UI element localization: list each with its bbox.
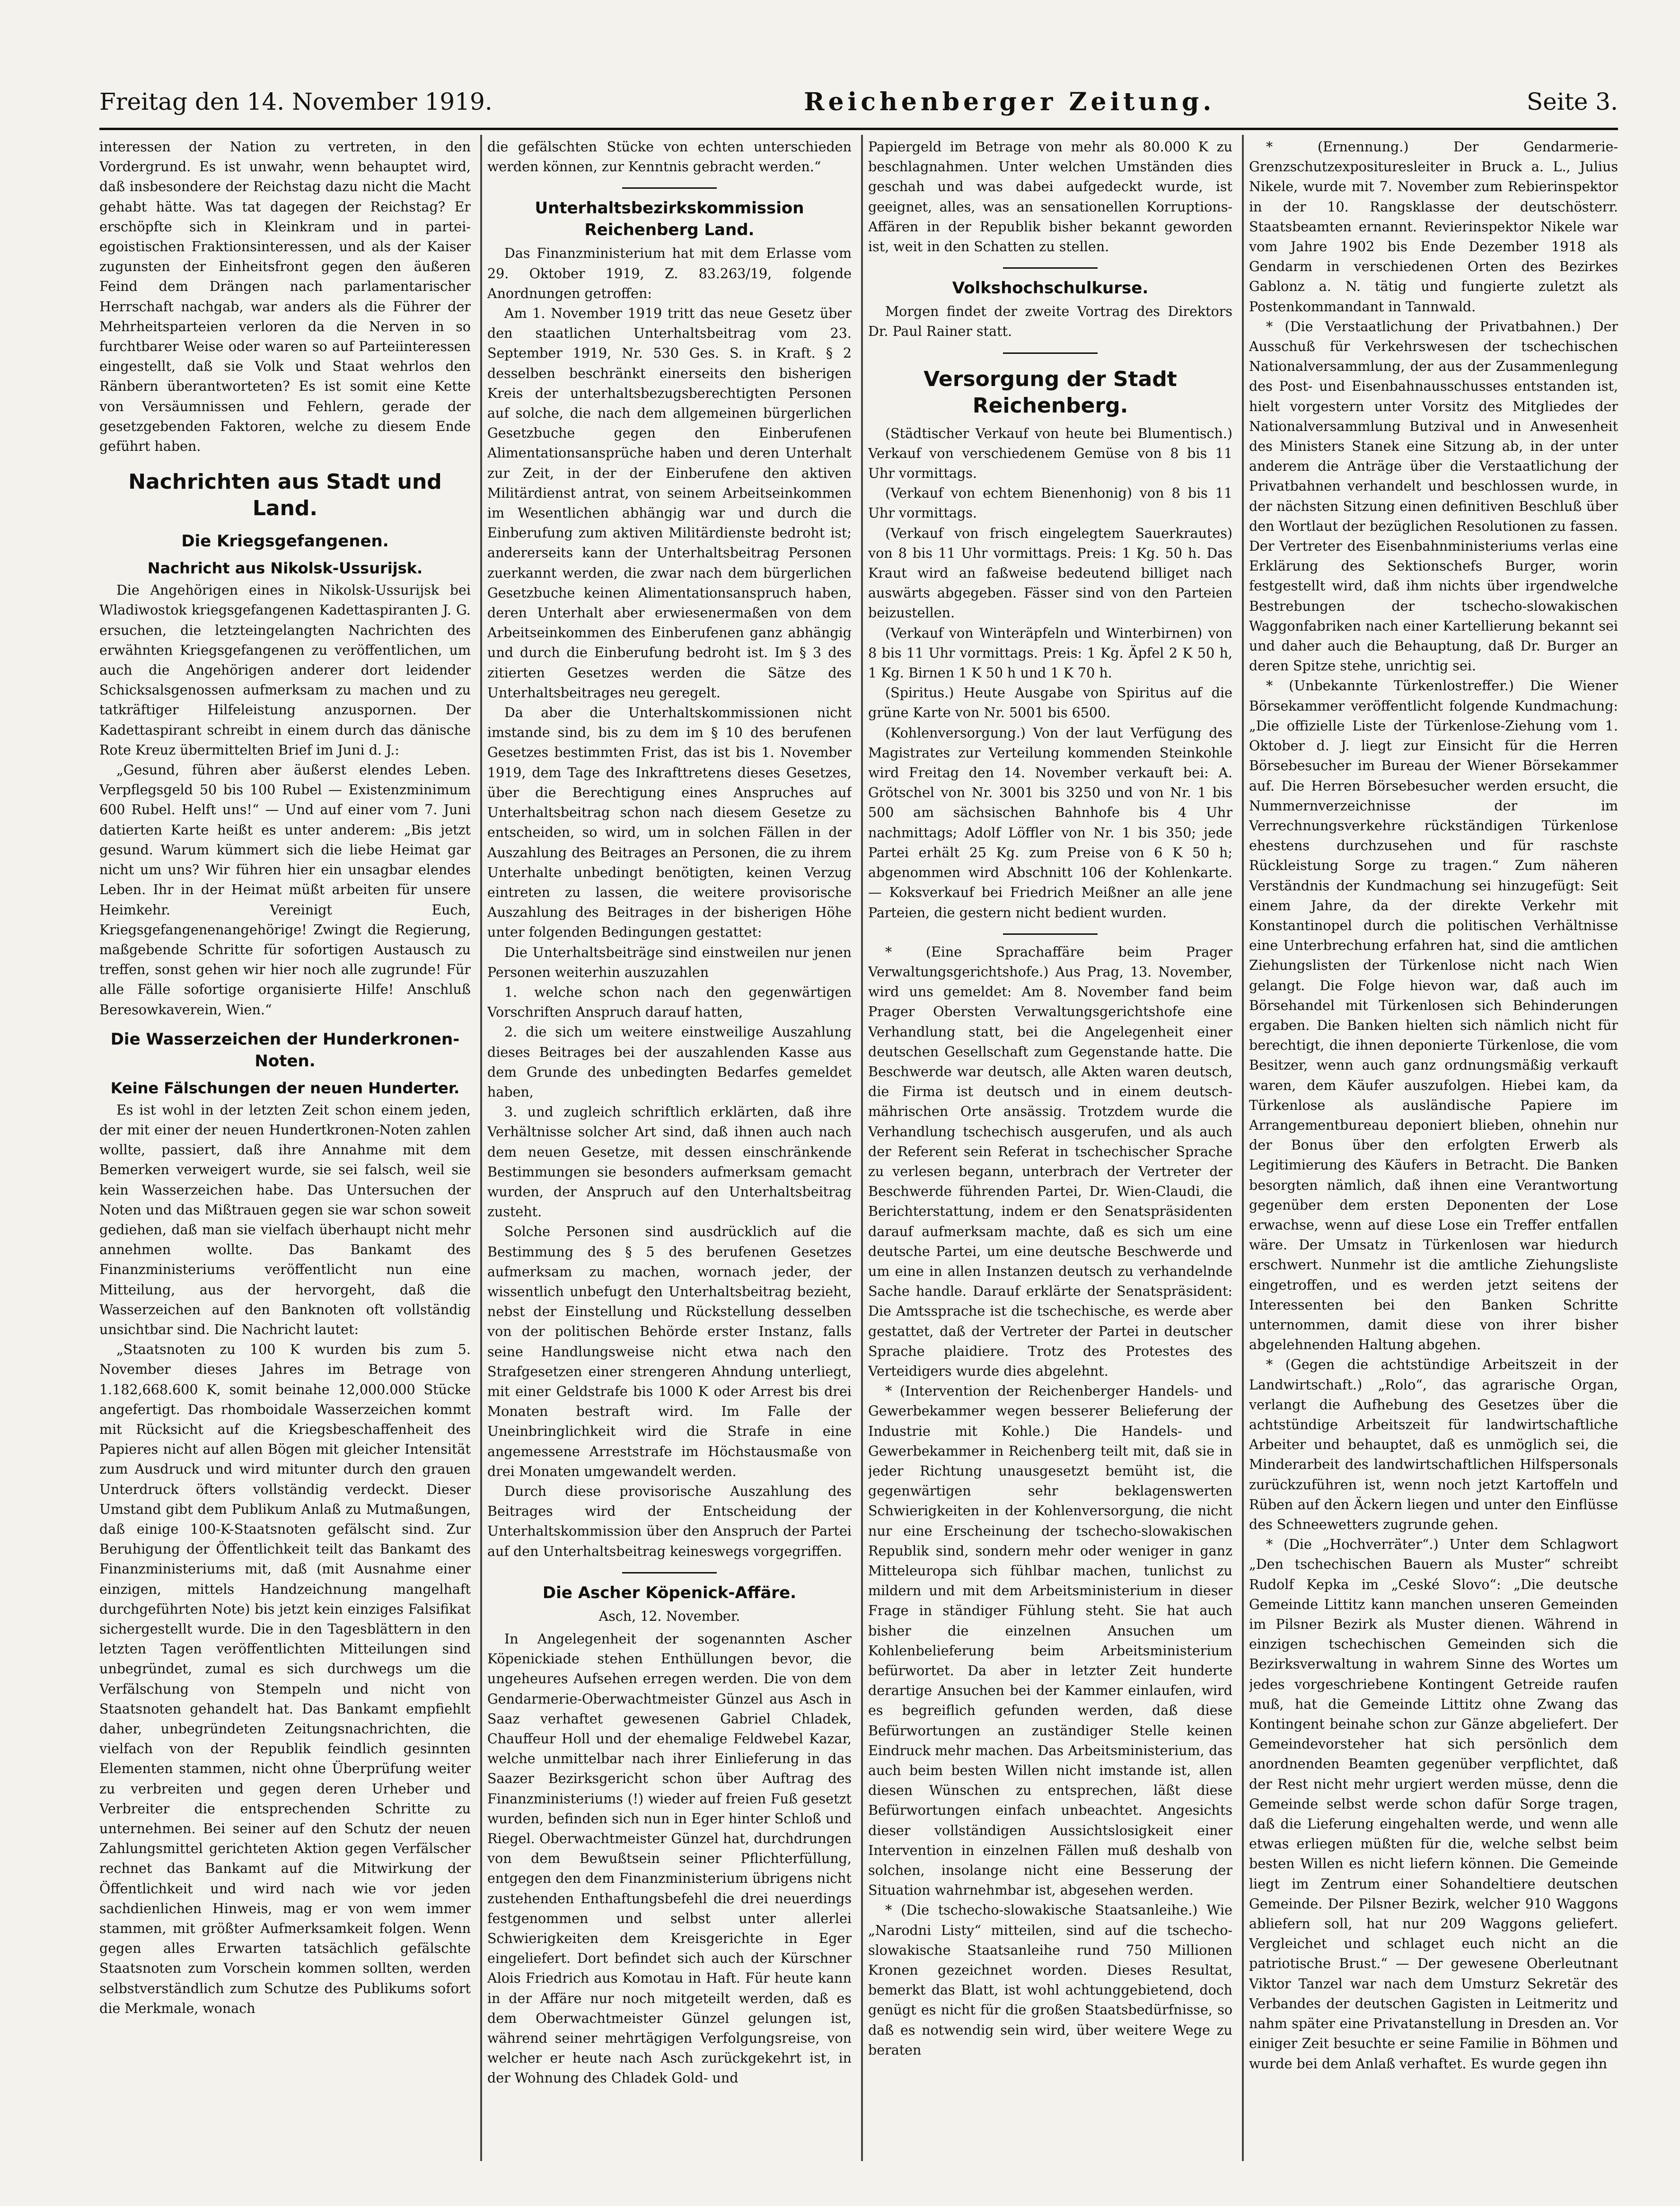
separator-rule: [622, 187, 717, 189]
article-text: * (Gegen die achtstündige Arbeitszeit in der Landwirtschaft.) „Rolo“, das agrarische Organ, verlangt die Aufhebung des Gesetzes über die achtstündige Arbeitszeit für landwirtschaftliche Arbeiter und behauptet, daß es unmöglich sei, die Minderarbeit des landwirtschaftlichen Hilfspersonals zurückzuführen ist, wenn noch jetzt Kartoffeln und Rüben auf den Äckern liegen und unter den Einflüsse des Schneewetters zugrunde gehen.: [1249, 1357, 1618, 1533]
article-text: (Verkauf von echtem Bienenhonig) von 8 bis 11 Uhr vormittags.: [868, 485, 1232, 521]
article-text: (Spiritus.) Heute Ausgabe von Spiritus auf die grüne Karte von Nr. 5001 bis 6500.: [868, 685, 1232, 721]
article-headline: Unterhaltsbezirkskommission Reichenberg Land.: [535, 199, 804, 240]
article-text: Da aber die Unterhaltskommissionen nicht imstande sind, bis zu dem im § 10 des berufenen Gesetzes bestimmten Frist, das ist bis 1. November 1919, dem Tage des Inkrafttretens dieses Gesetzes, über die Berechtigung eines Anspruches auf Unterhaltsbeitrag schon nach diesem Gesetze zu entscheiden, so wird, um in solchen Fällen in der Auszahlung des Beitrages an Personen, die zu ihrem Unterhalte unbedingt benötigten, keinen Verzug eintreten zu lassen, die weitere provisorische Auszahlung des Beitrages in der bisherigen Höhe unter folgenden Bedingungen gestattet:: [487, 705, 852, 940]
masthead: Reichenberger Zeitung.: [804, 87, 1215, 116]
column-divider: [480, 135, 482, 2161]
article-text: Durch diese provisorische Auszahlung des Beitrages wird der Entscheidung der Unterhaltskommission über den Anspruch der Partei auf den Unterhaltsbeitrag keineswegs vorgegriffen.: [487, 1484, 852, 1559]
article-text: * (Die „Hochverräter“.) Unter dem Schlagwort „Den tschechischen Bauern als Muster“ schreibt Rudolf Kepka im „Ceské Slovo“: „Die deutsche Gemeinde Littitz kann manchen unseren Gemeinden im Pilsner Bezirk als Muster dienen. Während in einzigen tschechischen Gemeinden sich die Bezirksverwaltung in wahrem Sinne des Wortes um jedes vorgeschriebene Kontingent Getreide raufen muß, hat die Gemeinde Littitz ohne Zwang das Kontingent beinahe schon zur Gänze abgeliefert. Der Gemeindevorsteher hat sich persönlich dem anordnenden Beamten gegenüber verpflichtet, daß der Rest nicht mehr urgiert werden müsse, denn die Gemeinde selbst werde schon dafür Sorge tragen, daß die Lieferung eingehalten werde, und wenn alle etwas erliegen müßten für die, welche selbst beim besten Willen es nicht liefern können. Die Gemeinde liegt im Zentrum einer Sohandeltiere deutschen Gemeinde. Der Pilsner Bezirk, welcher 910 Waggons abliefern soll, hat nur 209 Waggons geliefert. Vergleichet und schlaget euch nicht an die patriotische Brust.“ — Der gewesene Oberleutnant Viktor Tanzel war nach dem Umsturz Sekretär des Verbandes der deutschen Gagisten in Leitmeritz und nahm später eine Privatanstellung in Dresden an. Vor einiger Zeit besuchte er seine Familie in Böhmen und wurde bei dem Anlaß verhaftet. Es wurde gegen ihn: [1249, 1537, 1618, 2072]
article-text: Morgen findet der zweite Vortrag des Direktors Dr. Paul Rainer statt.: [868, 304, 1232, 340]
article-text: Es ist wohl in der letzten Zeit schon einem jeden, der mit einer der neuen Hundertkronen-Noten zahlen wollte, passiert, daß ihre Annahme mit dem Bemerken verweigert wurde, sie sei falsch, weil sie kein Wasserzeichen habe. Das Untersuchen der Noten und das Mißtrauen gegen sie war schon soweit gediehen, daß man sie vielfach überhaupt nicht mehr annehmen wollte. Das Bankamt des Finanzministeriums veröffentlicht nun eine Mitteilung, aus der hervorgeht, daß die Wasserzeichen auf den Banknoten oft vollständig unsichtbar sind. Die Nachricht lautet:: [99, 1102, 471, 1337]
article-subheadline: Keine Fälschungen der neuen Hunderter.: [110, 1079, 460, 1097]
article-text: Das Finanzministerium hat mit dem Erlasse vom 29. Oktober 1919, Z. 83.263/19, folgende Anordnungen getroffen:: [487, 246, 852, 301]
article-text: interessen der Nation zu vertreten, in den Vordergrund. Es ist unwahr, wenn behauptet wird, daß insbesondere der Reichstag dazu nicht die Macht gehabt hätte. Was tat dagegen der Reichstag? Er erschöpfte sich in Kleinkram und in partei-egoistischen Fraktionsinteressen, und als der Kaiser zugunsten der Einheitsfront gegen den äußeren Feind dem Drängen nach parlamentarischer Herrschaft nachgab, war anders als die Führer der Mehrheitsparteien verloren da die Nerven in so furchtbarer Weise oder waren so auf Parteiinteressen eingestellt, daß sie Volk und Staat wehrlos den Ränbern überantworteten? Es ist somit eine Kette von Versäumnissen und Fehlern, gerade der gesetzgebenden Faktoren, welche zu diesem Ende geführt haben.: [99, 139, 471, 455]
article-text: (Kohlenversorgung.) Von der laut Verfügung des Magistrates zur Verteilung kommenden Steinkohle wird Freitag den 14. November verkauft bei: A. Grötschel von Nr. 3001 bis 3250 und von Nr. 1 bis 500 am sächsischen Bahnhofe bis 4 Uhr nachmittags; Adolf Löffler von Nr. 1 bis 350; jede Partei erhält 25 Kg. zum Preise von 6 K 50 h; abgenommen wird Abschnitt 106 der Kohlenkarte. — Koksverkauf bei Friedrich Meißner an alle jene Parteien, die gestern nicht bedient wurden.: [868, 725, 1232, 921]
article-text: „Staatsnoten zu 100 K wurden bis zum 5. November dieses Jahres im Betrage von 1.182,668.600 K, somit beinahe 12,000.000 Stücke angefertigt. Das rhomboidale Wasserzeichen kommt mit Rücksicht auf die Kriegsbeschaffenheit des Papieres nicht auf allen Bögen mit gleicher Intensität zum Ausdruck und wird mitunter durch den grauen Unterdruck öfters vollständig verdeckt. Dieser Umstand gibt dem Publikum Anlaß zu Mutmaßungen, daß einige 100-K-Staatsnoten gefälscht sind. Zur Beruhigung der Öffentlichkeit teilt das Bankamt des Finanzministeriums mit, daß (mit Ausnahme einer einzigen, mittels Handzeichnung mangelhaft durchgeführten Note) bis jetzt kein einziges Falsifikat sichergestellt wurde. Die in den Tagesblättern in den letzten Tagen veröffentlichten Mitteilungen sind unbegründet, zumal es sich durchwegs um die Verfälschung von Stempeln und nicht von Staatsnoten gehandelt hat. Das Bankamt empfiehlt daher, unbegründeten Zeitungsnachrichten, die vielfach von der Republik feindlich gesinnten Elementen stammen, nicht ohne Überprüfung weiter zu verbreiten und gegen deren Urheber und Verbreiter die entsprechenden Schritte zu unternehmen. Bei seiner auf den Schutz der neuen Zahlungsmittel gerichteten Aktion gegen Verfälscher rechnet das Bankamt auf die Mitwirkung der Öffentlichkeit und wird nach wie vor jeden sachdienlichen Hinweis, mag er von wem immer stammen, mit größter Aufmerksamkeit folgen. Wenn gegen alles Erwarten tatsächlich gefälschte Staatsnoten zum Vorschein kommen sollten, werden selbstverständlich zum Schutze des Publikums sofort die Merkmale, wonach: [99, 1342, 471, 2016]
article-text: Am 1. November 1919 tritt das neue Gesetz über den staatlichen Unterhaltsbeitrag vom 23. September 1919, Nr. 530 Ges. S. in Kraft. § 2 desselben beschränkt einerseits den bisherigen Kreis der unterhaltsbezugsberechtigten Personen auf solche, die nach dem allgemeinen bürgerlichen Gesetzbuche gegen den Einberufenen Alimentationsansprüche haben und deren Unterhalt zur Zeit, in der der Einberufene den aktiven Militärdienst antrat, von seinem Arbeitseinkommen im Wesentlichen abhängig war und durch die Einberufung zum aktiven Militärdienste bedroht ist; andererseits kann der Unterhaltsbeitrag Personen zuerkannt werden, die zwar nach dem bürgerlichen Gesetzbuche keinen Alimentationsanspruch haben, deren Unterhalt aber erwiesenermaßen von dem Arbeitseinkommen des Einberufenen ganz abhängig und durch die Einberufung bedroht ist. Im § 3 des zitierten Gesetzes werden die Sätze des Unterhaltsbeitrages neu geregelt.: [487, 306, 852, 701]
article-text: 2. die sich um weitere einstweilige Auszahlung dieses Beitrages bei der auszahlenden Kasse aus dem Grunde des unbedingten Bedarfes gemeldet haben,: [487, 1024, 852, 1100]
article-headline: Die Ascher Köpenick-Affäre.: [542, 1583, 797, 1602]
section-heading: Nachrichten aus Stadt und Land.: [128, 470, 442, 521]
article-text: Papiergeld im Betrage von mehr als 80.000 K zu beschlagnahmen. Unter welchen Umständen dies geschah und was dabei aufgedeckt wurde, ist geeignet, alles, was an sensationellen Korruptions-Affären in der Republik bisher bekannt geworden ist, weit in den Schatten zu stellen.: [868, 139, 1232, 255]
article-text: Die Unterhaltsbeiträge sind einstweilen nur jenen Personen weiterhin auszuzahlen: [487, 944, 852, 980]
column-2: [487, 137, 852, 2153]
article-text: * (Ernennung.) Der Gendarmerie-Grenzschutzexposituresleiter in Bruck a. L., Julius Nikele, wurde mit 7. November zum Rebierinspektor in der 10. Rangsklasse der deutschösterr. Staatsbeamten ernannt. Revierinspektor Nikele war vom Jahre 1902 bis Ende Dezember 1918 als Gendarm in verschiedenen Orten des Bezirkes Gablonz a. N. tätig und fungierte zuletzt als Postenkommandant in Tannwald.: [1249, 139, 1618, 315]
page-number: Seite 3.: [1526, 88, 1618, 115]
article-text: Solche Personen sind ausdrücklich auf die Bestimmung des § 5 des berufenen Gesetzes aufmerksam zu machen, wornach jeder, der wissentlich unbefugt den Unterhaltsbeitrag bezieht, nebst der Einstellung und Rückstellung desselben von der politischen Behörde erster Instanz, falls seine Handlungsweise nicht etwa nach den Strafgesetzen einer strengeren Ahndung unterliegt, mit einer Geldstrafe bis 1000 K oder Arrest bis drei Monaten bestraft wird. Im Falle der Uneinbringlichkeit wird die Strafe in eine angemessene Arreststrafe im Höchstausmaße von drei Monaten umgewandelt werden.: [487, 1224, 852, 1479]
article-text: Die Angehörigen eines in Nikolsk-Ussurijsk bei Wladiwostok kriegsgefangenen Kadettaspiranten J. G. ersuchen, die letzteingelangten Nachrichten des erwähnten Kriegsgefangenen zu veröffentlichen, um auch die Angehörigen anderer dort leidender Schicksalsgenossen aufmerksam zu machen und zu tatkräftiger Hilfeleistung anzuspornen. Der Kadettaspirant schreibt in einem durch das dänische Rote Kreuz übermittelten Brief im Juni d. J.:: [99, 582, 471, 758]
article-text: * (Eine Sprachaffäre beim Prager Verwaltungsgerichtshofe.) Aus Prag, 13. November, wird uns gemeldet: Am 8. November fand beim Prager Obersten Verwaltungsgerichtshofe eine Verhandlung statt, bei die Angelegenheit einer deutschen Gesellschaft zum Gegenstande hatte. Die Beschwerde war deutsch, alle Akten waren deutsch, die Firma ist deutsch und in einem deutsch-mährischen Orte ansässig. Trotzdem wurde die Verhandlung tschechisch ausgerufen, und als auch der Referent sein Referat in tschechischer Sprache zu verlesen begann, unterbrach der Vertreter der Beschwerde führenden Partei, Dr. Wien-Claudi, die Berichterstattung, indem er den Senatspräsidenten darauf aufmerksam machte, daß es sich um eine deutsche Partei, um eine deutsche Beschwerde und um eine in allen Instanzen deutsch zu verhandelnde Sache handle. Darauf erklärte der Senatspräsident: Die Amtssprache ist die tschechische, es werde aber gestattet, daß der Vertreter der Partei in deutscher Sprache plaidiere. Trotz des Protestes des Verteidigers wurde dies abgelehnt.: [868, 944, 1232, 1379]
page-header: [99, 78, 1618, 125]
header-rule: [99, 128, 1618, 130]
article-text: (Verkauf von Winteräpfeln und Winterbirnen) von 8 bis 11 Uhr vormittags. Preis: 1 Kg. Äpfel 2 K 50 h, 1 Kg. Birnen 1 K 50 h und 1 K 70 h.: [868, 625, 1232, 681]
article-text: 3. und zugleich schriftlich erklärten, daß ihre Verhältnisse solcher Art sind, daß ihnen auch nach dem neuen Gesetze, mit dessen einschränkende Bestimmungen sie besonders aufmerksam gemacht wurden, der Anspruch auf den Unterhaltsbeitrag zusteht.: [487, 1104, 852, 1220]
header-date: Freitag den 14. November 1919.: [99, 88, 493, 115]
article-headline: Volkshochschulkurse.: [952, 279, 1149, 298]
article-text: 1. welche schon nach den gegenwärtigen Vorschriften Anspruch darauf hatten,: [487, 984, 852, 1020]
section-heading: Versorgung der Stadt Reichenberg.: [924, 367, 1177, 418]
article-text: * (Unbekannte Türkenlostreffer.) Die Wiener Börsekammer veröffentlicht folgende Kundmachung: „Die offizielle Liste der Türkenlose-Ziehung vom 1. Oktober d. J. liegt zur Einsicht für die Herren Börsebesucher im Bureau der Wiener Börsekammer auf. Die Herren Börsebesucher werden ersucht, die Nummernverzeichnisse der im Verrechnungsverkehre rückständigen Türkenlose ehestens durchzusehen und für raschste Rückleistung Sorge zu tragen.“ Zum näheren Verständnis der Kundmachung sei hinzugefügt: Seit einem Jahre, da der direkte Verkehr mit Konstantinopel durch die politischen Verhältnisse eine Unterbrechung erfahren hat, sind die amtlichen Ziehungslisten der Türkenlose nicht nach Wien gelangt. Die Folge hievon war, daß auch im Börsehandel mit Türkenlosen sich Behinderungen ergaben. Die Banken hielten sich nämlich nicht für berechtigt, die ihnen deponierte Türkenlose, die vom Besitzer, wenn auch ganz ordnungsmäßig verkauft waren, dem Käufer auszufolgen. Hiebei kam, da Türkenlose als ausländische Papiere im Arrangementbureau deponiert blieben, ohnehin nur der Bonus über den erfolgten Erwerb als Legitimierung des Käufers in Betracht. Die Banken besorgten nämlich, daß ihnen eine Verantwortung gegenüber dem ersten Deponenten der Lose erwachse, wenn auf diese Lose ein Treffer entfallen wäre. Der Umsatz in Türkenlosen war hiedurch erschwert. Nunmehr ist die amtliche Ziehungsliste eingetroffen, und es werden jetzt seitens der Interessenten bei den Banken Schritte unternommen, damit diese von ihrer bisher abgelehnenden Haltung abgehen.: [1249, 678, 1618, 1353]
dateline: Asch, 12. November.: [598, 1608, 740, 1624]
separator-rule: [1003, 933, 1098, 935]
column-1: [99, 137, 471, 2153]
article-text: die gefälschten Stücke von echten unterschieden werden können, zur Kenntnis gebracht werden.“: [487, 139, 852, 175]
column-3: [868, 137, 1232, 2153]
article-text: * (Die tschecho-slowakische Staatsanleihe.) Wie „Narodni Listy“ mitteilen, sind auf die tschecho-slowakische Staatsanleihe rund 750 Millionen Kronen gezeichnet worden. Dieses Resultat, bemerkt das Blatt, ist wohl achtunggebietend, doch genügt es nicht für die großen Staatsbedürfnisse, so daß es notwendig sein wird, über weitere Wege zu beraten: [868, 1902, 1232, 2058]
separator-rule: [622, 1572, 717, 1573]
separator-rule: [1003, 352, 1098, 354]
article-text: * (Intervention der Reichenberger Handels- und Gewerbekammer wegen besserer Belieferung der Industrie mit Kohle.) Die Handels- und Gewerbekammer in Reichenberg teilt mit, daß sie in jeder Richtung unausgesetzt bemüht ist, die gegenwärtigen sehr beklagenswerten Schwierigkeiten in der Kohlenversorgung, die nicht nur eine Erscheinung der tschecho-slowakischen Republik sind, sondern mehr oder weniger in ganz Mitteleuropa sich fühlbar machen, tunlichst zu mildern und mit dem Arbeitsministerium in dieser Frage in ständiger Fühlung steht. Sie hat auch bisher die einzelnen Ansuchen um Kohlenbelieferung beim Arbeitsministerium befürwortet. Da aber in letzter Zeit hunderte derartige Ansuchen bei der Kammer einlaufen, wird es begreiflich gefunden werden, daß diese Befürwortungen an zuständiger Stelle keinen Eindruck mehr machen. Das Arbeitsministerium, das auch beim besten Willen nicht imstande ist, allen diesen Wünschen zu entsprechen, läßt diese Befürwortungen einfach unbeachtet. Angesichts dieser vollständigen Aussichtslosigkeit einer Intervention in einzelnen Fällen muß deshalb von solchen, insolange nicht eine Besserung der Situation wahrnehmbar ist, abgesehen werden.: [868, 1383, 1232, 1898]
article-headline: Die Wasserzeichen der Hunderkronen-Noten.: [110, 1029, 460, 1071]
column-4: [1249, 137, 1618, 2153]
article-headline: Die Kriegsgefangenen.: [181, 532, 389, 551]
article-subheadline: Nachricht aus Nikolsk-Ussurijsk.: [147, 559, 423, 578]
article-text: (Verkauf von frisch eingelegtem Sauerkrautes) von 8 bis 11 Uhr vormittags. Preis: 1 Kg. 50 h. Das Kraut wird an faßweise bedeutend billiget nach auswärts abgegeben. Fässer sind von den Parteien beizustellen.: [868, 525, 1232, 621]
separator-rule: [1003, 267, 1098, 269]
article-text: „Gesund, führen aber äußerst elendes Leben. Verpflegsgeld 50 bis 100 Rubel — Existenzminimum 600 Rubel. Helft uns!“ — Und auf einer vom 7. Juni datierten Karte heißt es unter anderem: „Bis jetzt gesund. Warum kümmert sich die liebe Heimat gar nicht um uns? Wir führen hier ein unsagbar elendes Leben. Ihr in der Heimat müßt arbeiten für unsere Heimkehr. Vereinigt Euch, Kriegsgefangenenangehörige! Zwingt die Regierung, maßgebende Schritte für sofortigen Austausch zu treffen, sonst gehen wir hier noch alle zugrunde! Für alle Fälle sofortige organisierte Hilfe! Anschluß Beresowkaverein, Wien.“: [99, 762, 471, 1018]
article-text: * (Die Verstaatlichung der Privatbahnen.) Der Ausschuß für Verkehrswesen der tschechischen Nationalversammlung, der aus der Zusammenlegung des Post- und Eisenbahnausschusses entstanden ist, hielt vorgestern unter Vorsitz des Mitgliedes der Nationalversammlung Butzival und in Anwesenheit des Ministers Stanek eine Sitzung ab, in der unter anderem die Anträge über die Verstaatlichung der Privatbahnen verhandelt und beschlossen wurde, in der nächsten Sitzung einen definitiven Beschluß über den Wortlaut der bezüglichen Resolutionen zu fassen. Der Vertreter des Eisenbahnministeriums verlas eine Erklärung des Sektionschefs Burger, worin festgestellt wird, daß ihm nichts über irgendwelche Bestrebungen der tschecho-slowakischen Waggonfabriken nach einer Kartellierung bekannt sei und daher auch die Behauptung, daß Dr. Burger an deren Spitze stehe, unrichtig sei.: [1249, 318, 1618, 674]
column-divider: [861, 135, 863, 2161]
article-text: (Städtischer Verkauf von heute bei Blumentisch.) Verkauf von verschiedenem Gemüse von 8 bis 11 Uhr vormittags.: [868, 425, 1232, 482]
column-divider: [1242, 135, 1244, 2161]
article-text: In Angelegenheit der sogenannten Ascher Köpenickiade stehen Enthüllungen bevor, die ungeheures Aufsehen erregen werden. Die von dem Gendarmerie-Oberwachtmeister Günzel aus Asch in Saaz verhaftet gewesenen Gabriel Chladek, Chauffeur Holl und der ehemalige Feldwebel Kazar, welche unmittelbar nach ihrer Einlieferung in das Saazer Bezirksgericht schon über Auftrag des Finanzministeriums (!) wieder auf freien Fuß gesetzt wurden, befinden sich nun in Eger hinter Schloß und Riegel. Oberwachtmeister Günzel hat, durchdrungen von dem Bewußtsein seiner Pflichterfüllung, entgegen den dem Finanzministerium übrigens nicht zustehenden Enthaftungsbefehl die drei neuerdings festgenommen und selbst unter allerlei Schwierigkeiten dem Kreisgerichte in Eger eingeliefert. Dort befindet sich auch der Kürschner Alois Friedrich aus Komotau in Haft. Für heute kann in der Affäre nur noch mitgeteilt werden, daß es dem Oberwachtmeister Günzel gelungen ist, während seiner mehrtägigen Verfolgungsreise, von welcher er heute nach Asch zurückgekehrt ist, in der Wohnung des Chladek Gold- und: [487, 1631, 852, 2086]
